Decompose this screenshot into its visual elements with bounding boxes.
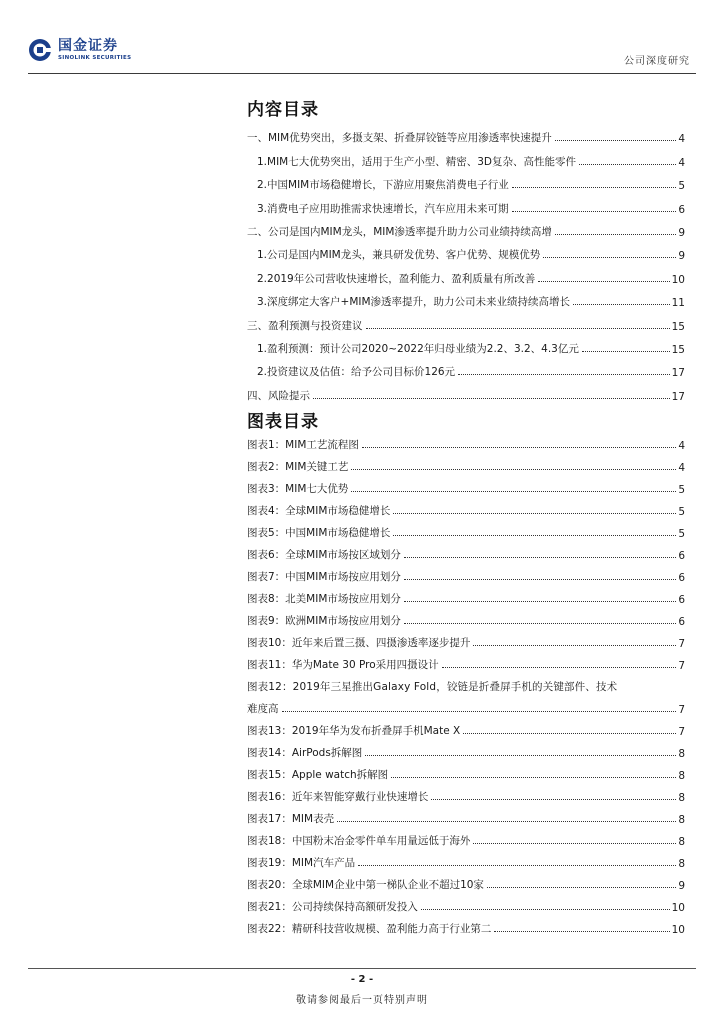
figure-entry[interactable] bbox=[247, 826, 685, 848]
dot-leader bbox=[579, 164, 676, 165]
dot-leader bbox=[582, 351, 670, 352]
figure-entry[interactable] bbox=[247, 650, 685, 672]
toc-entry-title: 图表7：中国MIM市场按应用划分 bbox=[247, 571, 401, 583]
toc-entry-title: 图表19：MIM汽车产品 bbox=[247, 857, 356, 869]
figure-entry-page: 7 bbox=[678, 704, 685, 716]
dot-leader bbox=[463, 733, 676, 734]
toc-entry-title: 四、风险提示 bbox=[247, 389, 310, 402]
dot-leader bbox=[494, 931, 669, 932]
toc-entry-title: 图表9：欧洲MIM市场按应用划分 bbox=[247, 615, 401, 627]
toc-entry-title: 图表20：全球MIM企业中第一梯队企业不超过10家 bbox=[247, 879, 484, 891]
figure-entry[interactable] bbox=[247, 804, 685, 826]
toc-entry-title: 图表21：公司持续保持高额研发投入 bbox=[247, 901, 418, 913]
toc-entry-page: 11 bbox=[671, 297, 685, 310]
figure-entry-title-continued: 难度高 bbox=[247, 703, 279, 715]
logo-english-name: SINOLINK SECURITIES bbox=[58, 54, 132, 61]
toc-entry[interactable] bbox=[247, 356, 685, 379]
dot-leader bbox=[313, 398, 670, 399]
toc-entry-title: 图表6：全球MIM市场按区域划分 bbox=[247, 549, 401, 561]
figure-entry[interactable] bbox=[247, 496, 685, 518]
toc-entry-page: 5 bbox=[678, 180, 685, 193]
toc-entry-page: 9 bbox=[678, 226, 685, 239]
dot-leader bbox=[282, 711, 677, 712]
toc-entry-title: 1.盈利预测：预计公司2020~2022年归母业绩为2.2、3.2、4.3亿元 bbox=[257, 342, 579, 355]
toc-entry-page: 6 bbox=[678, 616, 685, 628]
toc-entry-title: 图表11：华为Mate 30 Pro采用四摄设计 bbox=[247, 659, 439, 671]
toc-entry-title: 图表16：近年来智能穿戴行业快速增长 bbox=[247, 791, 429, 803]
toc-entry-page: 8 bbox=[678, 858, 685, 870]
toc-entry-title: 图表10：近年来后置三摄、四摄渗透率逐步提升 bbox=[247, 637, 471, 649]
toc-entry-title: 图表18：中国粉末冶金零件单车用量远低于海外 bbox=[247, 835, 471, 847]
toc-entry-page: 4 bbox=[678, 133, 685, 146]
company-logo bbox=[28, 38, 131, 62]
figure-entry[interactable] bbox=[247, 584, 685, 606]
figure-entry[interactable] bbox=[247, 562, 685, 584]
toc-entry-page: 9 bbox=[678, 880, 685, 892]
dot-leader bbox=[512, 187, 677, 188]
figure-entry[interactable] bbox=[247, 738, 685, 760]
toc-entry-page: 4 bbox=[678, 440, 685, 452]
toc-entry-title: 图表13：2019年华为发布折叠屏手机Mate X bbox=[247, 725, 461, 737]
toc-entry-title: 图表17：MIM表壳 bbox=[247, 813, 335, 825]
dot-leader bbox=[538, 281, 669, 282]
toc-entry[interactable] bbox=[247, 333, 685, 356]
toc-entry-page: 17 bbox=[671, 390, 685, 403]
figure-entry[interactable] bbox=[247, 672, 685, 716]
toc-entry-page: 8 bbox=[678, 814, 685, 826]
toc-entry-title: 2.投资建议及估值：给予公司目标价126元 bbox=[257, 366, 456, 379]
dot-leader bbox=[543, 257, 676, 258]
dot-leader bbox=[487, 887, 676, 888]
dot-leader bbox=[366, 328, 670, 329]
toc-entry-page: 6 bbox=[678, 550, 685, 562]
toc-entry-title: 图表22：精研科技营收规模、盈利能力高于行业第二 bbox=[247, 923, 492, 935]
dot-leader bbox=[358, 865, 676, 866]
contents-title: 内容目录 bbox=[247, 100, 319, 120]
dot-leader bbox=[555, 234, 676, 235]
toc-entry-page: 7 bbox=[678, 726, 685, 738]
toc-entry-page: 4 bbox=[678, 156, 685, 169]
toc-entry-page: 10 bbox=[671, 902, 685, 914]
toc-entry-page: 5 bbox=[678, 506, 685, 518]
dot-leader bbox=[473, 843, 676, 844]
dot-leader bbox=[442, 667, 677, 668]
toc-entry-title: 2.中国MIM市场稳健增长，下游应用聚焦消费电子行业 bbox=[257, 179, 509, 192]
figure-entry[interactable] bbox=[247, 452, 685, 474]
toc-entry-page: 10 bbox=[671, 924, 685, 936]
toc-entry-page: 8 bbox=[678, 748, 685, 760]
toc-entry-title: 3.深度绑定大客户+MIM渗透率提升，助力公司未来业绩持续高增长 bbox=[257, 296, 571, 309]
toc-entry-title: 1.公司是国内MIM龙头，兼具研发优势、客户优势、规模优势 bbox=[257, 249, 541, 262]
toc-entry-page: 17 bbox=[671, 367, 685, 380]
toc-entry-title: 2.2019年公司营收快速增长，盈利能力、盈利质量有所改善 bbox=[257, 272, 536, 285]
dot-leader bbox=[458, 374, 670, 375]
logo-chinese-name: 国金证券 bbox=[58, 37, 118, 54]
figure-entry[interactable] bbox=[247, 474, 685, 496]
toc-entry-title: 图表8：北美MIM市场按应用划分 bbox=[247, 593, 401, 605]
dot-leader bbox=[351, 491, 676, 492]
dot-leader bbox=[431, 799, 676, 800]
toc-entry-title: 图表14：AirPods拆解图 bbox=[247, 747, 363, 759]
figure-entry[interactable] bbox=[247, 914, 685, 936]
dot-leader bbox=[391, 777, 676, 778]
document-type: 公司深度研究 bbox=[624, 56, 690, 67]
dot-leader bbox=[404, 557, 676, 558]
dot-leader bbox=[421, 909, 670, 910]
figure-entry[interactable] bbox=[247, 760, 685, 782]
toc-entry-title: 一、MIM优势突出，多摄支架、折叠屏铰链等应用渗透率快速提升 bbox=[247, 132, 552, 145]
disclaimer-note: 敬请参阅最后一页特别声明 bbox=[296, 995, 428, 1006]
dot-leader bbox=[404, 579, 676, 580]
toc-entry[interactable] bbox=[247, 169, 685, 192]
toc-entry-page: 10 bbox=[671, 273, 685, 286]
footer-divider bbox=[28, 968, 696, 969]
toc-entry-title: 图表2：MIM关键工艺 bbox=[247, 461, 349, 473]
toc-entry[interactable] bbox=[247, 192, 685, 215]
toc-entry[interactable] bbox=[247, 122, 685, 145]
toc-entry-title: 图表5：中国MIM市场稳健增长 bbox=[247, 527, 391, 539]
dot-leader bbox=[351, 469, 676, 470]
dot-leader bbox=[512, 211, 677, 212]
figure-entry[interactable] bbox=[247, 716, 685, 738]
toc-entry[interactable] bbox=[247, 262, 685, 285]
dot-leader bbox=[365, 755, 676, 756]
figure-entry[interactable] bbox=[247, 606, 685, 628]
toc-entry-page: 15 bbox=[671, 343, 685, 356]
toc-entry-page: 15 bbox=[671, 320, 685, 333]
toc-entry-title: 图表4：全球MIM市场稳健增长 bbox=[247, 505, 391, 517]
figure-entry[interactable] bbox=[247, 870, 685, 892]
sinolink-logo-icon bbox=[28, 38, 52, 62]
toc-entry[interactable] bbox=[247, 309, 685, 332]
figure-entry[interactable] bbox=[247, 628, 685, 650]
figure-entry[interactable] bbox=[247, 540, 685, 562]
toc-entry-page: 6 bbox=[678, 594, 685, 606]
figure-entry[interactable] bbox=[247, 518, 685, 540]
toc-entry[interactable] bbox=[247, 145, 685, 168]
toc-entry[interactable] bbox=[247, 216, 685, 239]
toc-entry-title: 图表3：MIM七大优势 bbox=[247, 483, 349, 495]
toc-entry-page: 8 bbox=[678, 836, 685, 848]
toc-entry-title: 图表15：Apple watch拆解图 bbox=[247, 769, 389, 781]
dot-leader bbox=[573, 304, 670, 305]
contents-list bbox=[247, 122, 685, 403]
toc-entry-title: 二、公司是国内MIM龙头，MIM渗透率提升助力公司业绩持续高增 bbox=[247, 225, 552, 238]
toc-entry-page: 6 bbox=[678, 203, 685, 216]
header-divider bbox=[28, 73, 696, 74]
figure-entry[interactable] bbox=[247, 782, 685, 804]
dot-leader bbox=[362, 447, 676, 448]
dot-leader bbox=[404, 623, 676, 624]
dot-leader bbox=[473, 645, 676, 646]
dot-leader bbox=[337, 821, 676, 822]
toc-entry-page: 8 bbox=[678, 792, 685, 804]
page-header bbox=[28, 38, 696, 72]
dot-leader bbox=[555, 140, 677, 141]
toc-entry[interactable] bbox=[247, 286, 685, 309]
toc-entry-page: 6 bbox=[678, 572, 685, 584]
toc-entry-page: 7 bbox=[678, 638, 685, 650]
toc-entry-page: 9 bbox=[678, 250, 685, 263]
figure-entry-title: 图表12：2019年三星推出Galaxy Fold，铰链是折叠屏手机的关键部件、技术 bbox=[247, 681, 618, 693]
dot-leader bbox=[393, 513, 676, 514]
toc-entry[interactable] bbox=[247, 239, 685, 262]
toc-entry-page: 5 bbox=[678, 528, 685, 540]
toc-entry-page: 7 bbox=[678, 660, 685, 672]
toc-entry[interactable] bbox=[247, 379, 685, 402]
dot-leader bbox=[404, 601, 676, 602]
toc-entry-page: 5 bbox=[678, 484, 685, 496]
toc-entry-title: 图表1：MIM工艺流程图 bbox=[247, 439, 359, 451]
toc-entry-title: 三、盈利预测与投资建议 bbox=[247, 319, 363, 332]
toc-entry-page: 4 bbox=[678, 462, 685, 474]
toc-entry-page: 8 bbox=[678, 770, 685, 782]
figure-entry[interactable] bbox=[247, 892, 685, 914]
page-number: - 2 - bbox=[350, 974, 374, 985]
figure-entry[interactable] bbox=[247, 848, 685, 870]
figures-title: 图表目录 bbox=[247, 412, 319, 432]
toc-entry-title: 3.消费电子应用助推需求快速增长，汽车应用未来可期 bbox=[257, 202, 509, 215]
toc-entry-title: 1.MIM七大优势突出，适用于生产小型、精密、3D复杂、高性能零件 bbox=[257, 155, 576, 168]
dot-leader bbox=[393, 535, 676, 536]
figure-entry[interactable] bbox=[247, 430, 685, 452]
figures-list bbox=[247, 430, 685, 936]
